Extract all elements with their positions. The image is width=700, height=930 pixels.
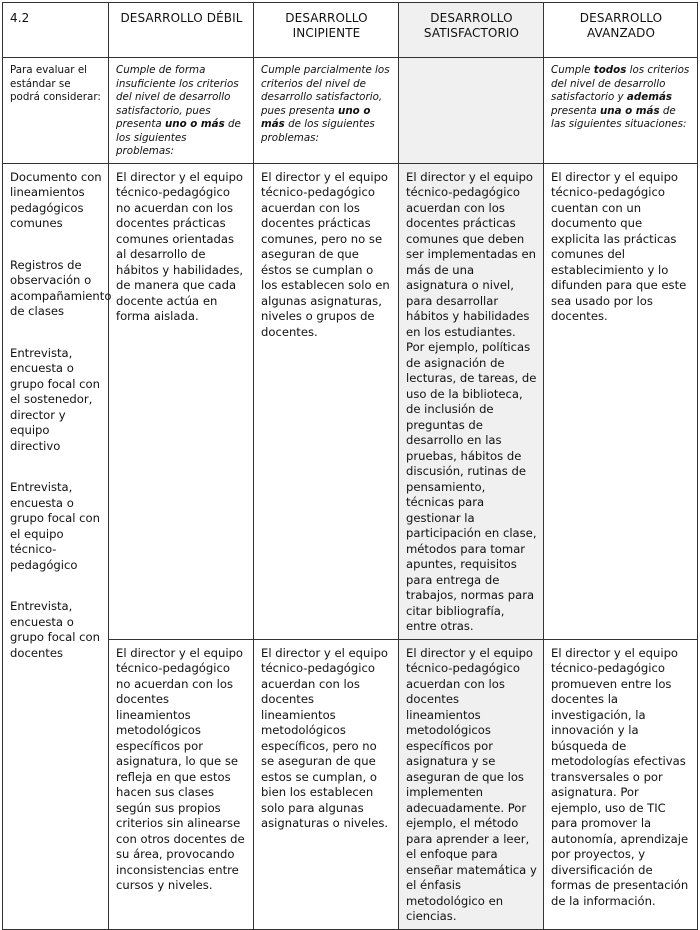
rubric-table xyxy=(2,2,698,930)
intro-text: los criterios del nivel de desarrollo satisfactorio y xyxy=(551,64,690,103)
table-row xyxy=(3,163,698,639)
standard-number: 4.2 xyxy=(3,3,109,58)
emphasis-text: todos xyxy=(593,64,627,76)
emphasis-text: uno o más xyxy=(164,118,225,130)
intro-text: presenta xyxy=(551,104,600,117)
intro-text: de las siguientes situaciones: xyxy=(551,104,687,130)
level-incipiente-header: DESARROLLO INCIPIENTE xyxy=(254,3,399,58)
cell-avanzado: El director y el equipo técnico-pedagógico promueven entre los docentes la investigación, la innovación y la búsqueda de metodologías efectivas transversales o por asignatura. Por ejemplo, uso de TIC para promover la autonomía, aprendizaje por proyectos, y diversificación de formas de presentación de la información. xyxy=(544,639,698,929)
emphasis-text: uno o más xyxy=(261,104,371,130)
intro-avanzado xyxy=(544,58,698,164)
level-avanzado-header: DESARROLLO AVANZADO xyxy=(544,3,698,58)
cell-satisfactorio: El director y el equipo técnico-pedagógico acuerdan con los docentes prácticas comunes que deben ser implementadas en más de una asignatura o nivel, para desarrollar hábitos y habilidades en los estudiantes. Por ejemplo, políticas de asignación de lecturas, de tareas, de uso de la biblioteca, de inclusión de preguntas de desarrollo en las pruebas, hábitos de discusión, rutinas de pensamiento, técnicas para gestionar la participación en clase, métodos para tomar apuntes, requisitos para entrega de trabajos, normas para citar bibliografía, entre otras. xyxy=(399,163,544,639)
header-row xyxy=(3,3,698,58)
evidence-sources xyxy=(3,163,112,929)
cell-satisfactorio: El director y el equipo técnico-pedagógico acuerdan con los docentes lineamientos metodológicos específicos por asignatura y se aseguran de que los implementen adecuadamente. Por ejemplo, el método para aprender a leer, el enfoque para enseñar matemática y el énfasis metodológico en ciencias. xyxy=(399,639,544,929)
cell-debil: El director y el equipo técnico-pedagógico no acuerdan con los docentes prácticas comunes orientadas al desarrollo de hábitos y habilidades, de manera que cada docente actúa en forma aislada. xyxy=(109,163,254,639)
intro-satisfactorio xyxy=(399,58,544,164)
evidence-source: Entrevista, encuesta o grupo focal con el equipo técnico-pedagógico xyxy=(10,480,100,572)
evidence-source: Registros de observación o acompañamiento de clases xyxy=(10,257,112,318)
emphasis-text: además xyxy=(626,91,673,103)
intro-text: Cumple de forma insuficiente los criterios del nivel de desarrollo satisfactorio, pues presenta xyxy=(116,64,239,130)
intro-text: de los siguientes problemas: xyxy=(116,118,241,157)
emphasis-text: una o más xyxy=(599,104,660,117)
intro-incipiente xyxy=(254,58,399,164)
intro-debil xyxy=(109,58,254,164)
evaluation-lead: Para evaluar el estándar se podrá considerar: xyxy=(3,58,109,164)
intro-text: Cumple xyxy=(551,64,594,76)
cell-avanzado: El director y el equipo técnico-pedagógico cuentan con un documento que explicita las prácticas comunes del establecimiento y lo difunden para que este sea usado por los docentes. xyxy=(544,163,698,639)
evidence-source: Documento con lineamientos pedagógicos comunes xyxy=(10,169,102,230)
level-debil-header: DESARROLLO DÉBIL xyxy=(109,3,254,58)
intro-row xyxy=(3,58,698,164)
cell-incipiente: El director y el equipo técnico-pedagógico acuerdan con los docentes prácticas comunes, pero no se aseguran de que éstos se cumplan o los establecen solo en algunas asignaturas, niveles o grupos de docentes. xyxy=(254,163,399,639)
evidence-source: Entrevista, encuesta o grupo focal con docentes xyxy=(10,599,100,660)
level-satisfactorio-header: DESARROLLO SATISFACTORIO xyxy=(399,3,544,58)
evidence-source: Entrevista, encuesta o grupo focal con el sostenedor, director y equipo directivo xyxy=(10,345,100,453)
cell-debil: El director y el equipo técnico-pedagógico no acuerdan con los docentes lineamientos metodológicos específicos por asignatura, lo que se refleja en que estos hacen sus clases según sus propios criterios sin alinearse con otros docentes de su área, provocando inconsistencias entre cursos y niveles. xyxy=(109,639,254,929)
intro-text: de los siguientes problemas: xyxy=(261,118,375,144)
intro-text: Cumple parcialmente los criterios del nivel de desarrollo satisfactorio, pues presenta xyxy=(261,64,390,117)
cell-incipiente: El director y el equipo técnico-pedagógico acuerdan con los docentes lineamientos metodológicos específicos, pero no se aseguran de que estos se cumplan, o bien los establecen solo para algunas asignaturas o niveles. xyxy=(254,639,399,929)
